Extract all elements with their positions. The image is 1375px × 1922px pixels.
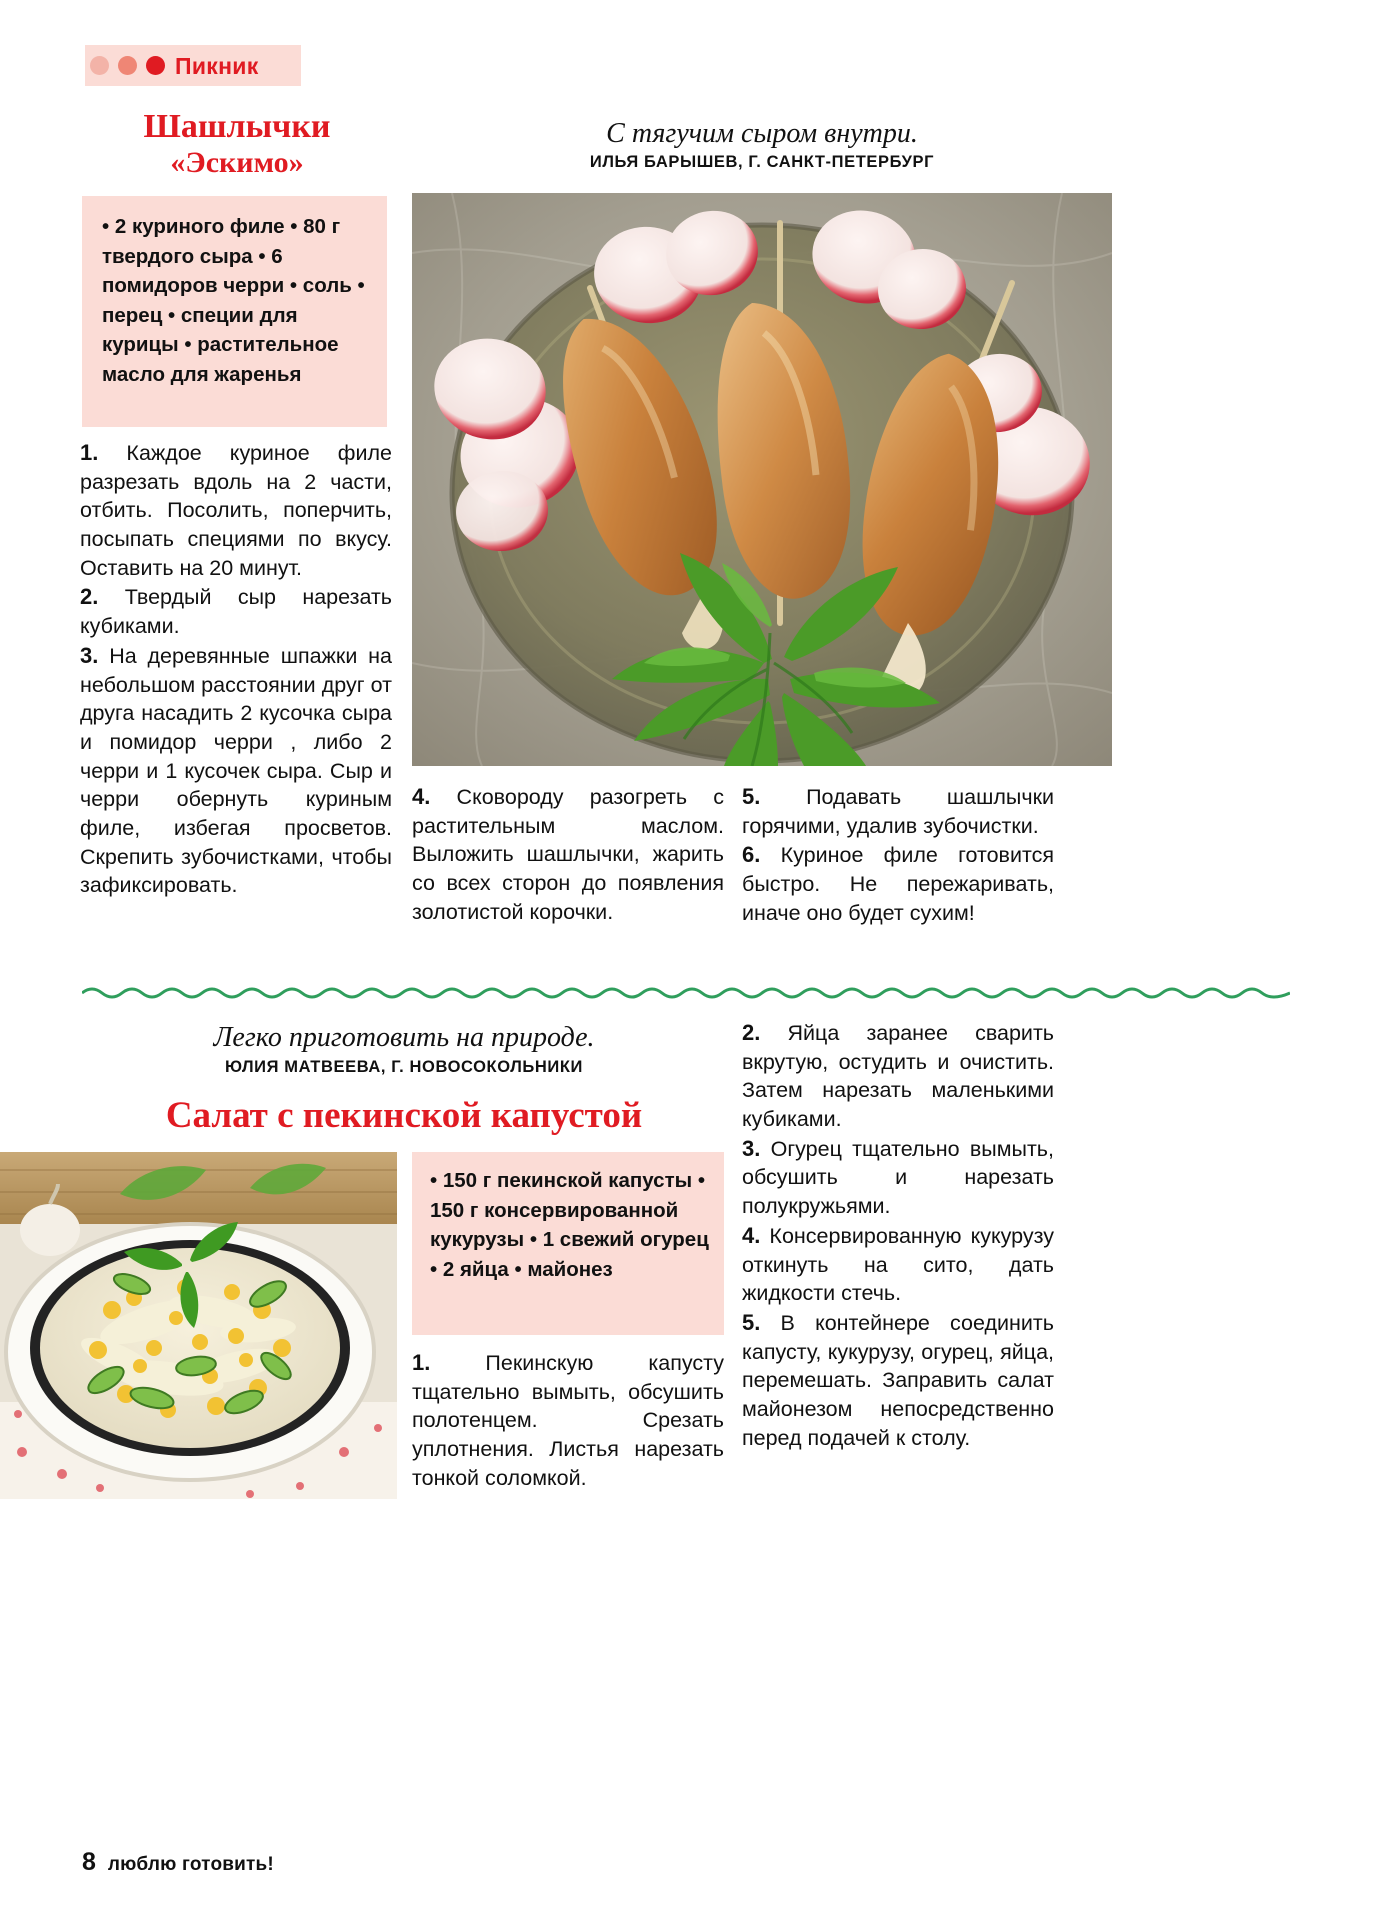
recipe1-step-5-text: Подавать шашлычки горячими, удалив зубочистки. <box>742 785 1054 838</box>
recipe1-step-5-number: 5. <box>742 784 761 809</box>
recipe2-step-5-number: 5. <box>742 1309 761 1335</box>
recipe2-lead: Легко приготовить на природе. <box>213 1022 595 1053</box>
recipe1-lead: С тягучим сыром внутри. <box>606 118 918 149</box>
recipe2-photo <box>0 1152 397 1499</box>
recipe1-step-5 <box>742 782 1054 840</box>
recipe2-step-3-text: Огурец тщательно вымыть, обсушить и нарезать полукружьями. <box>742 1136 1054 1219</box>
recipe1-step-3-text: На деревянные шпажки на небольшом расстоянии друг от друга насадить 2 кусочка сыра и помидор черри , либо 2 черри и 1 кусочек сыра. Сыр и черри обернуть куриным филе, избегая просветов. Скрепить зубочистками, чтобы зафиксировать. <box>80 643 392 898</box>
recipe1-step-2-text: Твердый сыр нарезать кубиками. <box>80 585 392 639</box>
recipe1-steps-column-left <box>80 438 392 900</box>
recipe2-step-2-text: Яйца заранее сварить вкрутую, остудить и очистить. Затем нарезать маленькими кубиками. <box>742 1021 1054 1132</box>
recipe1-step-2 <box>80 582 392 640</box>
recipe2-title: Салат с пекинской капустой <box>165 1095 643 1136</box>
magazine-name: люблю готовить! <box>107 1854 274 1875</box>
recipe2-step-2 <box>742 1018 1054 1134</box>
section-label: Пикник <box>175 53 259 79</box>
recipe1-title-line1: Шашлычки <box>143 108 331 145</box>
dot-icon-dark <box>146 56 165 75</box>
recipe2-ingredients-text: • 150 г пекинской капусты • 150 г консервированной кукурузы • 1 свежий огурец • 2 яйца • майонез <box>430 1169 709 1281</box>
recipe2-step-2-number: 2. <box>742 1020 761 1045</box>
recipe2-steps-column-middle <box>412 1348 724 1492</box>
recipe1-step-2-number: 2. <box>80 584 99 610</box>
recipe1-step-4 <box>412 782 724 926</box>
page-footer <box>82 1848 274 1877</box>
recipe1-step-4-number: 4. <box>412 784 431 809</box>
recipe1-title-line2: «Эскимо» <box>170 146 304 180</box>
recipe2-step-3-number: 3. <box>742 1135 761 1161</box>
recipe2-author: ЮЛИЯ МАТВЕЕВА, Г. НОВОСОКОЛЬНИКИ <box>224 1058 583 1076</box>
recipe1-photo <box>412 193 1112 766</box>
recipe2-step-1 <box>412 1348 724 1492</box>
recipe2-step-1-number: 1. <box>412 1350 431 1375</box>
recipe1-step-1-number: 1. <box>80 440 99 465</box>
recipe2-step-5 <box>742 1308 1054 1452</box>
recipe1-photo-illustration <box>412 193 1112 766</box>
recipe1-steps-column-middle <box>412 782 724 926</box>
recipe1-step-4-text: Сковороду разогреть с растительным маслом. Выложить шашлычки, жарить со всех сторон до появления золотистой корочки. <box>412 785 724 924</box>
recipe2-photo-illustration <box>0 1152 397 1499</box>
dot-icon-light <box>90 56 109 75</box>
recipe1-steps-column-right <box>742 782 1054 927</box>
recipe1-step-1 <box>80 438 392 582</box>
recipe2-ingredients-box <box>412 1152 724 1335</box>
recipe2-step-4-number: 4. <box>742 1222 761 1248</box>
recipe1-step-6 <box>742 840 1054 927</box>
wave-divider-icon <box>82 985 1290 1001</box>
recipe1-ingredients-box <box>82 196 387 427</box>
recipe1-step-3 <box>80 641 392 900</box>
recipe2-step-5-text: В контейнере соединить капусту, кукурузу, огурец, яйца, перемешать. Заправить салат майонезом непосредственно перед подачей к столу. <box>742 1310 1054 1450</box>
wave-divider <box>82 985 1290 1001</box>
recipe1-author: ИЛЬЯ БАРЫШЕВ, Г. САНКТ-ПЕТЕРБУРГ <box>589 153 935 171</box>
recipe1-step-1-text: Каждое куриное филе разрезать вдоль на 2 части, отбить. Посолить, поперчить, посыпать специями по вкусу. Оставить на 20 минут. <box>80 441 392 580</box>
recipe1-step-6-text: Куриное филе готовится быстро. Не пережаривать, иначе оно будет сухим! <box>742 843 1054 925</box>
recipe1-step-3-number: 3. <box>80 642 99 668</box>
dot-icon-medium <box>118 56 137 75</box>
recipe1-title <box>82 108 392 180</box>
recipe2-step-4-text: Консервированную кукурузу откинуть на сито, дать жидкости стечь. <box>742 1223 1054 1306</box>
page-number: 8 <box>82 1848 96 1876</box>
recipe1-step-6-number: 6. <box>742 842 761 868</box>
recipe2-step-3 <box>742 1134 1054 1221</box>
recipe2-step-4 <box>742 1221 1054 1308</box>
recipe1-ingredients-text: • 2 куриного филе • 80 г твердого сыра • 6 помидоров черри • соль • перец • специи для курицы • растительное масло для жаренья <box>102 215 365 386</box>
section-header-dots <box>90 56 165 75</box>
recipe2-steps-column-right <box>742 1018 1054 1452</box>
recipe2-step-1-text: Пекинскую капусту тщательно вымыть, обсушить полотенцем. Срезать уплотнения. Листья нарезать тонкой соломкой. <box>412 1351 724 1490</box>
